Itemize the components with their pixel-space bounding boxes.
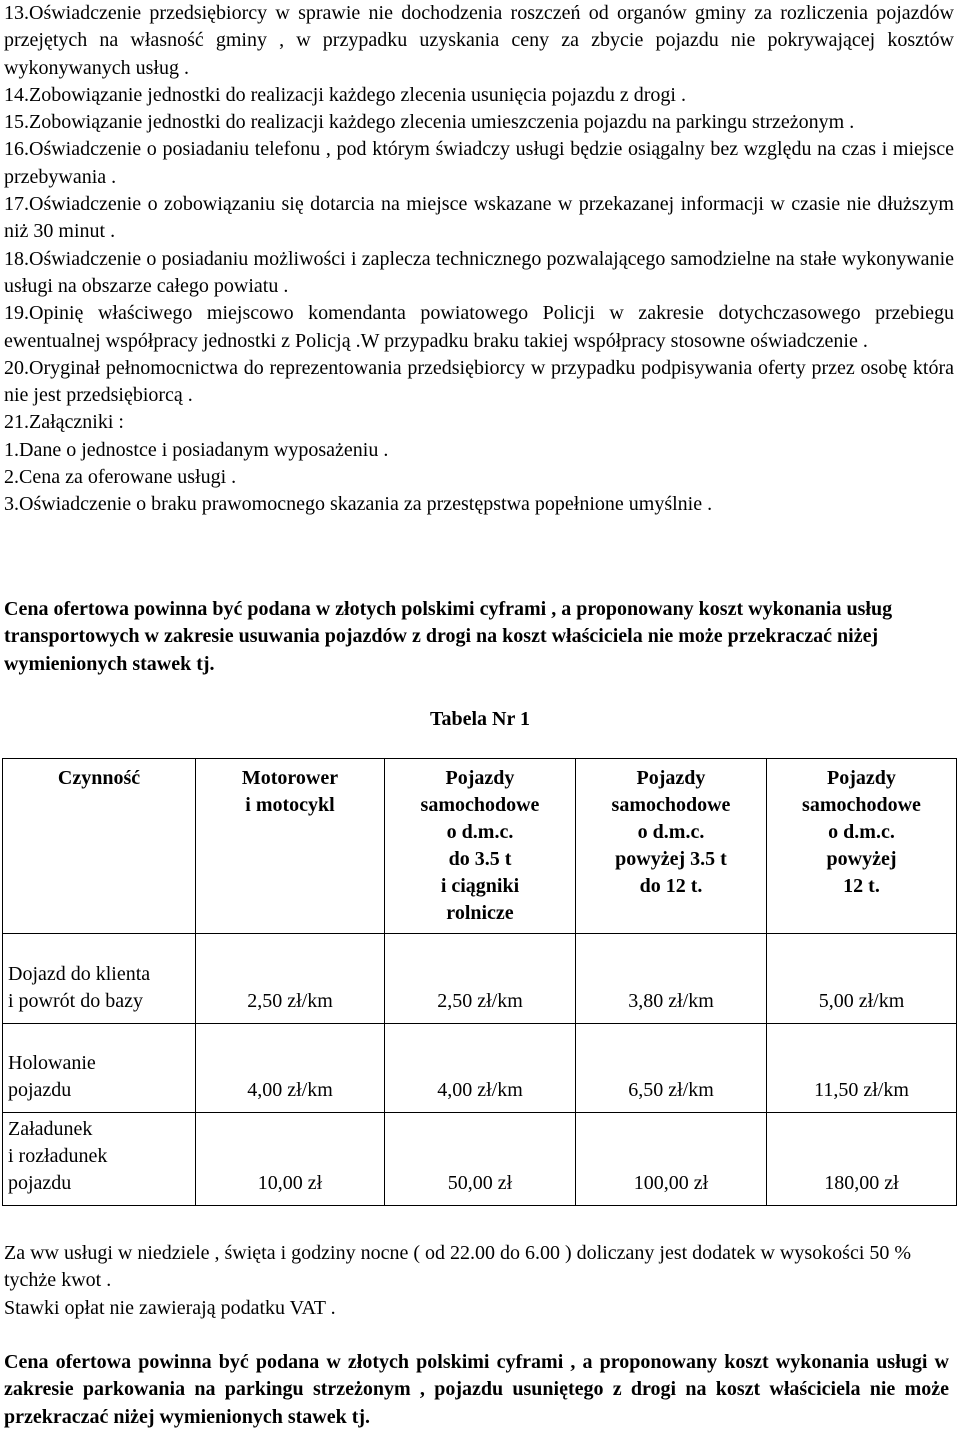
header-motorower: Motorower i motocykl — [196, 759, 385, 934]
table-cell: 2,50 zł/km — [385, 934, 576, 1024]
table-header-row — [3, 759, 957, 934]
table-title: Tabela Nr 1 — [429, 708, 531, 730]
table-cell: 4,00 zł/km — [196, 1024, 385, 1113]
list-item-20: 20.Oryginał pełnomocnictwa do reprezentowania przedsiębiorcy w przypadku podpisywania oferty przez osobę która nie jest przedsiębiorcą . — [4, 356, 954, 407]
header-above-12t: Pojazdy samochodowe o d.m.c. powyżej 12 t. — [767, 759, 957, 934]
price-info-paragraph-parking: Cena ofertowa powinna być podana w złotych polskimi cyframi , a proponowany koszt wykonania usługi w zakresie parkowania na parkingu strzeżonym , pojazdu usuniętego z drogi na koszt właściciela nie może przekraczać niżej wymienionych stawek tj. — [4, 1351, 949, 1428]
table-cell: 50,00 zł — [385, 1113, 576, 1206]
list-item-17: 17.Oświadczenie o zobowiązaniu się dotarcia na miejsce wskazane w przekazanej informacji w czasie nie dłuższym niż 30 minut . — [4, 193, 954, 243]
table-row — [3, 934, 957, 1024]
list-item-18: 18.Oświadczenie o posiadaniu możliwości i zaplecza technicznego pozwalającego samodzielne na stałe wykonywanie usługi na obszarze całego powiatu . — [4, 247, 954, 297]
table-cell: 100,00 zł — [576, 1113, 767, 1206]
list-item-14: 14.Zobowiązanie jednostki do realizacji każdego zlecenia usunięcia pojazdu z drogi . — [4, 83, 686, 106]
notes — [4, 1240, 944, 1322]
table-cell: 2,50 zł/km — [196, 934, 385, 1024]
rates-table — [2, 758, 957, 1206]
table-cell: 3,80 zł/km — [576, 934, 767, 1024]
surcharge-note: Za ww usługi w niedziele , święta i godziny nocne ( od 22.00 do 6.00 ) doliczany jest dodatek w wysokości 50 % tychże kwot . — [4, 1242, 912, 1292]
header-3-5t-12t: Pojazdy samochodowe o d.m.c. powyżej 3.5 t do 12 t. — [576, 759, 767, 934]
attachment-item-1: 1.Dane o jednostce i posiadanym wyposażeniu . — [4, 438, 389, 461]
price-info-paragraph-transport: Cena ofertowa powinna być podana w złotych polskimi cyframi , a proponowany koszt wykonania usług transportowych w zakresie usuwania pojazdów z drogi na koszt właściciela nie może przekraczać niżej wymienionych stawek tj. — [4, 598, 893, 675]
table-cell: 6,50 zł/km — [576, 1024, 767, 1113]
attachment-item-3: 3.Oświadczenie o braku prawomocnego skazania za przestępstwa popełnione umyślnie . — [4, 493, 713, 516]
header-do-3-5t: Pojazdy samochodowe o d.m.c. do 3.5 t i ciągniki rolnicze — [385, 759, 576, 934]
list-item-21: 21.Załączniki : — [4, 411, 124, 434]
requirements-list — [4, 0, 954, 519]
table-cell: 5,00 zł/km — [767, 934, 957, 1024]
row-label: Dojazd do klienta i powrót do bazy — [3, 934, 196, 1024]
header-czynnosc: Czynność — [3, 759, 196, 934]
table-cell: 11,50 zł/km — [767, 1024, 957, 1113]
table-row — [3, 1113, 957, 1206]
table-row — [3, 1024, 957, 1113]
list-item-19: 19.Opinię właściwego miejscowo komendanta powiatowego Policji w zakresie dotychczasowego przebiegu ewentualnej współpracy jednostki z Policją .W przypadku braku takiej współpracy stosowne oświadczenie . — [4, 302, 954, 352]
list-item-16: 16.Oświadczenie o posiadaniu telefonu , pod którym świadczy usługi będzie osiągalny bez względu na czas i miejsce przebywania . — [4, 138, 954, 188]
table-cell: 10,00 zł — [196, 1113, 385, 1206]
row-label: Załadunek i rozładunek pojazdu — [3, 1113, 196, 1206]
list-item-13: 13.Oświadczenie przedsiębiorcy w sprawie nie dochodzenia roszczeń od organów gminy za rozliczenia pojazdów przejętych na własność gminy , w przypadku uzyskania ceny za zbycie pojazdu nie pokrywającej kosztów wykonywanych usług . — [4, 2, 954, 79]
table-cell: 4,00 zł/km — [385, 1024, 576, 1113]
row-label: Holowanie pojazdu — [3, 1024, 196, 1113]
vat-note: Stawki opłat nie zawierają podatku VAT . — [4, 1296, 336, 1319]
attachment-item-2: 2.Cena za oferowane usługi . — [4, 466, 237, 489]
list-item-15: 15.Zobowiązanie jednostki do realizacji każdego zlecenia umieszczenia pojazdu na parkingu strzeżonym . — [4, 111, 855, 134]
table-cell: 180,00 zł — [767, 1113, 957, 1206]
